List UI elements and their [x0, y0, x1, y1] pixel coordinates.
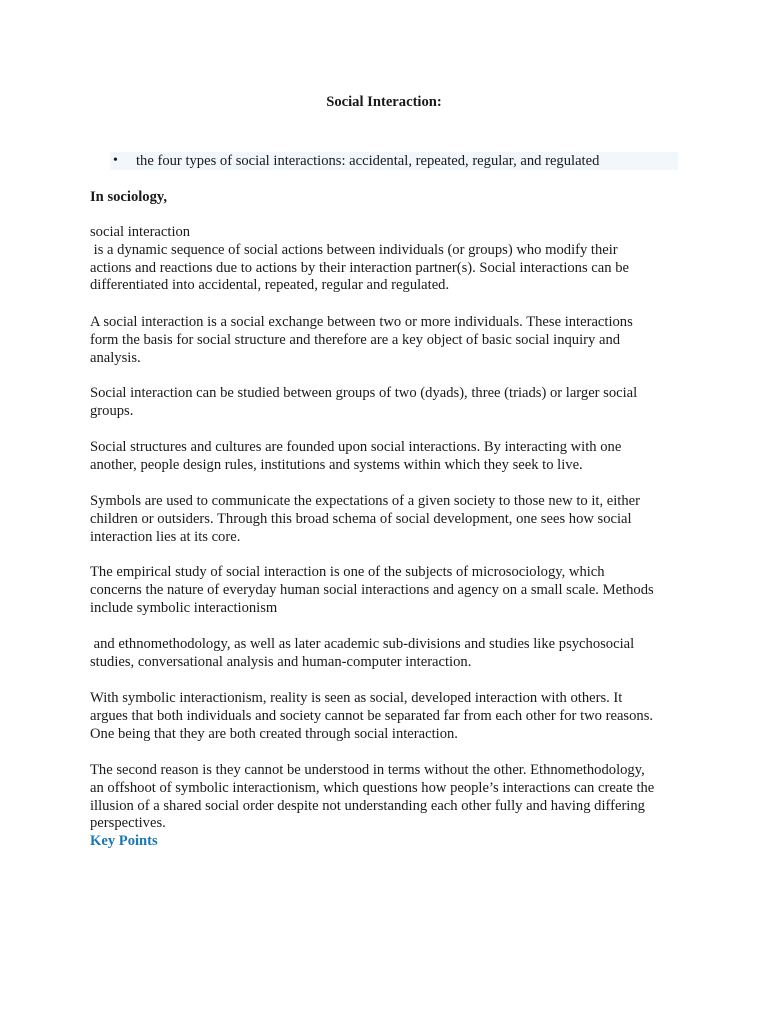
paragraph-second-reason [90, 762, 680, 851]
bullet-icon: • [113, 153, 118, 168]
document-title: Social Interaction: [326, 94, 442, 110]
paragraph-structures-cultures [90, 439, 680, 475]
paragraph-line: studies, conversational analysis and human-computer interaction. [90, 653, 472, 670]
paragraph-line: A social interaction is a social exchange between two or more individuals. These interactions [90, 314, 633, 330]
paragraph-ethnomethodology [90, 636, 680, 672]
paragraph-line: Social structures and cultures are founded upon social interactions. By interacting with one [90, 439, 622, 455]
paragraph-line: children or outsiders. Through this broad schema of social development, one sees how social [90, 510, 632, 527]
paragraph-line: The empirical study of social interaction is one of the subjects of microsociology, which [90, 564, 605, 580]
paragraph-line: Symbols are used to communicate the expectations of a given society to those new to it, either [90, 493, 640, 509]
paragraph-group-sizes [90, 385, 680, 421]
bullet-text: the four types of social interactions: accidental, repeated, regular, and regulated [136, 153, 600, 169]
bullet-list-item [110, 152, 678, 170]
paragraph-line: differentiated into accidental, repeated, regular and regulated. [90, 277, 450, 294]
paragraph-line: illusion of a shared social order despite not understanding each other fully and having differing [90, 797, 645, 814]
paragraph-microsociology [90, 564, 680, 617]
paragraph-line: another, people design rules, institutions and systems within which they seek to live. [90, 456, 583, 473]
paragraph-line: groups. [90, 402, 134, 419]
paragraph-line: analysis. [90, 349, 141, 366]
term-text: social interaction [90, 224, 191, 240]
paragraph-line: With symbolic interactionism, reality is seen as social, developed interaction with others. It [90, 690, 623, 706]
paragraph-line: The second reason is they cannot be understood in terms without the other. Ethnomethodology, [90, 762, 645, 778]
paragraph-line: actions and reactions due to actions by their interaction partner(s). Social interactions can be [90, 259, 629, 276]
paragraph-line: include symbolic interactionism [90, 599, 278, 616]
paragraph-line: One being that they are both created through social interaction. [90, 725, 458, 742]
paragraph-definition [90, 224, 680, 295]
paragraph-symbolic-interactionism [90, 690, 680, 743]
paragraph-line: Social interaction can be studied between groups of two (dyads), three (triads) or larger social [90, 385, 638, 401]
paragraph-line: an offshoot of symbolic interactionism, which questions how people’s interactions can create the [90, 779, 655, 796]
paragraph-line: concerns the nature of everyday human social interactions and agency on a small scale. Methods [90, 581, 654, 598]
paragraph-line: argues that both individuals and society cannot be separated far from each other for two reasons. [90, 707, 654, 724]
paragraph-line: form the basis for social structure and therefore are a key object of basic social inquiry and [90, 331, 621, 348]
paragraph-line: is a dynamic sequence of social actions between individuals (or groups) who modify their [90, 241, 618, 258]
paragraph-line: interaction lies at its core. [90, 528, 241, 545]
key-points-heading: Key Points [90, 833, 158, 850]
paragraph-line: perspectives. [90, 815, 166, 832]
paragraph-symbols [90, 493, 680, 546]
paragraph-line: and ethnomethodology, as well as later academic sub-divisions and studies like psychosocial [90, 636, 635, 652]
section-heading: In sociology, [90, 189, 168, 205]
paragraph-social-exchange [90, 314, 680, 367]
